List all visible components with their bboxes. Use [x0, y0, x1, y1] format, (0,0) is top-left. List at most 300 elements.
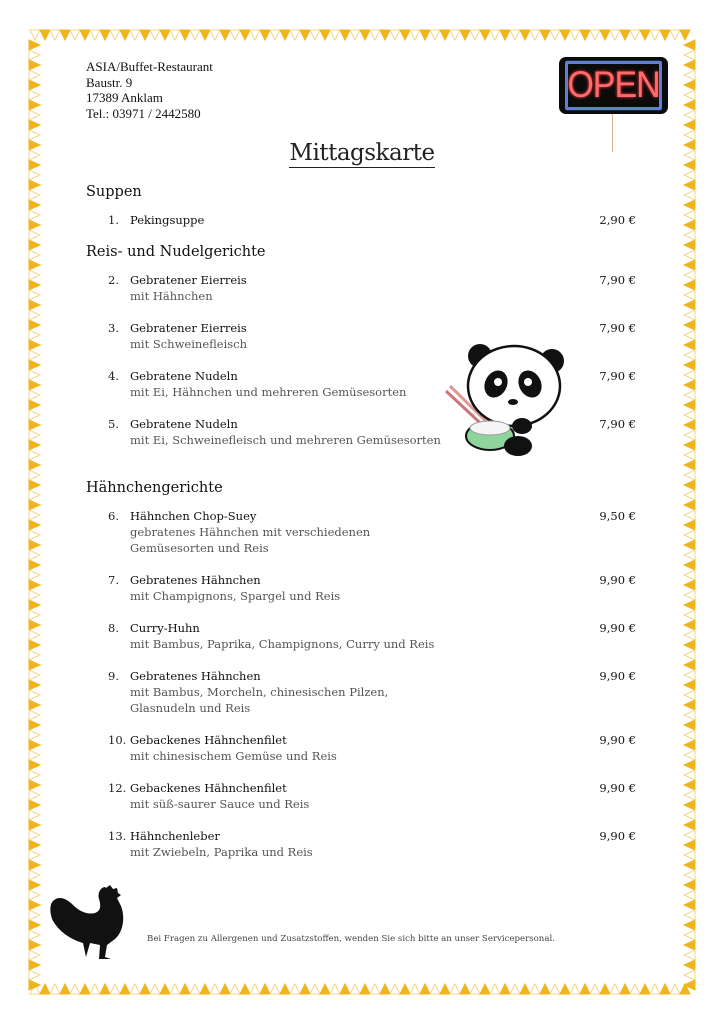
border-triangle [30, 30, 40, 40]
border-triangle [684, 460, 695, 470]
border-triangle [530, 30, 540, 40]
border-triangle [684, 350, 695, 360]
border-triangle [310, 984, 320, 994]
border-triangle [150, 984, 160, 994]
border-triangle [29, 510, 40, 520]
item-description: mit Ei, Hähnchen und mehreren Gemüsesorten [130, 385, 407, 399]
border-triangle [29, 910, 40, 920]
border-triangle [684, 180, 695, 190]
border-triangle [29, 580, 40, 590]
border-triangle [29, 130, 40, 140]
border-triangle [410, 984, 420, 994]
border-triangle [684, 490, 695, 500]
item-number: 9. [108, 669, 119, 683]
border-triangle [684, 130, 695, 140]
menu-section [86, 184, 638, 228]
item-description: mit Bambus, Morcheln, chinesischen Pilzen, [130, 685, 389, 699]
border-triangle [260, 984, 270, 994]
border-triangle [550, 30, 560, 40]
border-triangle [684, 680, 695, 690]
border-triangle [210, 984, 220, 994]
border-triangle [29, 90, 40, 100]
item-price: 9,90 € [599, 573, 636, 587]
border-triangle [684, 90, 695, 100]
border-triangle [29, 700, 40, 710]
border-triangle [29, 420, 40, 430]
item-price: 7,90 € [599, 417, 636, 431]
border-triangle [570, 30, 580, 40]
item-price: 2,90 € [599, 213, 636, 227]
border-triangle [29, 400, 40, 410]
border-triangle [29, 880, 40, 890]
border-triangle [684, 50, 695, 60]
item-name: Gebratenes Hähnchen [130, 669, 261, 683]
border-triangle [684, 630, 695, 640]
border-triangle [350, 30, 360, 40]
open-sign-image [559, 57, 668, 114]
item-description: mit Zwiebeln, Paprika und Reis [130, 845, 313, 859]
border-triangle [300, 984, 310, 994]
item-name: Gebackenes Hähnchenfilet [130, 781, 287, 795]
border-triangle [29, 470, 40, 480]
border-triangle [680, 30, 690, 40]
item-number: 10. [108, 733, 127, 747]
border-triangle [400, 984, 410, 994]
border-triangle [620, 30, 630, 40]
open-sign-text: OPEN [565, 61, 662, 111]
border-triangle [130, 984, 140, 994]
border-triangle [684, 950, 695, 960]
menu-item [86, 668, 638, 716]
border-triangle [310, 30, 320, 40]
border-triangle [684, 940, 695, 950]
border-triangle [29, 530, 40, 540]
border-triangle [684, 430, 695, 440]
border-triangle [470, 30, 480, 40]
border-triangle [150, 30, 160, 40]
border-triangle [230, 984, 240, 994]
border-triangle [380, 984, 390, 994]
city: 17389 Anklam [86, 90, 163, 105]
rooster-image [44, 884, 126, 960]
item-number: 3. [108, 321, 119, 335]
border-triangle [340, 984, 350, 994]
border-triangle [530, 984, 540, 994]
border-triangle [29, 540, 40, 550]
border-triangle [684, 170, 695, 180]
border-triangle [29, 500, 40, 510]
border-triangle [500, 984, 510, 994]
border-triangle [29, 610, 40, 620]
item-description: mit Hähnchen [130, 289, 213, 303]
item-description: mit chinesischem Gemüse und Reis [130, 749, 337, 763]
border-triangle [29, 450, 40, 460]
border-triangle [29, 750, 40, 760]
border-triangle [29, 380, 40, 390]
border-triangle [280, 30, 290, 40]
restaurant-address [86, 59, 213, 121]
border-triangle [29, 850, 40, 860]
border-triangle [684, 400, 695, 410]
border-triangle [684, 380, 695, 390]
border-triangle [520, 984, 530, 994]
border-triangle [360, 30, 370, 40]
border-triangle [240, 984, 250, 994]
border-triangle [684, 610, 695, 620]
section-title: Reis- und Nudelgerichte [86, 244, 266, 260]
menu-item [86, 572, 638, 604]
border-triangle [510, 30, 520, 40]
border-triangle [29, 270, 40, 280]
item-name: Gebackenes Hähnchenfilet [130, 733, 287, 747]
border-triangle [40, 984, 50, 994]
border-triangle [640, 984, 650, 994]
border-triangle [560, 30, 570, 40]
border-triangle [29, 430, 40, 440]
border-triangle [29, 690, 40, 700]
border-triangle [684, 60, 695, 70]
border-triangle [550, 984, 560, 994]
border-triangle [540, 984, 550, 994]
item-name: Hähnchen Chop-Suey [130, 509, 257, 523]
allergen-note: Bei Fragen zu Allergenen und Zusatzstoffen, wenden Sie sich bitte an unser Servicepersonal. [147, 934, 555, 944]
border-triangle [684, 420, 695, 430]
item-price: 7,90 € [599, 321, 636, 335]
border-triangle [130, 30, 140, 40]
border-triangle [29, 170, 40, 180]
border-triangle [684, 330, 695, 340]
item-description: Glasnudeln und Reis [130, 701, 251, 715]
border-triangle [590, 984, 600, 994]
border-triangle [330, 984, 340, 994]
border-triangle [650, 30, 660, 40]
border-triangle [80, 984, 90, 994]
border-triangle [29, 810, 40, 820]
restaurant-name: ASIA/Buffet-Restaurant [86, 59, 213, 74]
menu-item [86, 732, 638, 764]
border-triangle [370, 984, 380, 994]
border-triangle [29, 490, 40, 500]
border-triangle [500, 30, 510, 40]
border-triangle [684, 260, 695, 270]
border-triangle [684, 860, 695, 870]
item-number: 12. [108, 781, 127, 795]
border-triangle [29, 980, 40, 990]
border-triangle [29, 680, 40, 690]
border-triangle [684, 290, 695, 300]
border-triangle [320, 984, 330, 994]
border-triangle [684, 590, 695, 600]
border-triangle [410, 30, 420, 40]
border-triangle [684, 560, 695, 570]
border-triangle [684, 210, 695, 220]
border-triangle [684, 310, 695, 320]
border-triangle [660, 30, 670, 40]
border-triangle [190, 984, 200, 994]
border-triangle [684, 810, 695, 820]
border-triangle [684, 790, 695, 800]
border-triangle [684, 800, 695, 810]
item-price: 9,90 € [599, 733, 636, 747]
border-triangle [29, 80, 40, 90]
border-triangle [110, 30, 120, 40]
item-name: Curry-Huhn [130, 621, 200, 635]
border-triangle [220, 30, 230, 40]
phone: Tel.: 03971 / 2442580 [86, 105, 201, 121]
border-triangle [610, 984, 620, 994]
border-triangle [480, 30, 490, 40]
border-triangle [684, 690, 695, 700]
border-triangle [684, 40, 695, 50]
item-price: 7,90 € [599, 273, 636, 287]
border-triangle [684, 970, 695, 980]
border-triangle [29, 660, 40, 670]
border-triangle [29, 760, 40, 770]
border-triangle [29, 620, 40, 630]
border-triangle [684, 540, 695, 550]
border-triangle [684, 820, 695, 830]
border-triangle [190, 30, 200, 40]
border-triangle [230, 30, 240, 40]
border-triangle [684, 710, 695, 720]
border-triangle [320, 30, 330, 40]
border-triangle [250, 984, 260, 994]
border-triangle [29, 320, 40, 330]
border-triangle [684, 230, 695, 240]
border-triangle [29, 40, 40, 50]
item-description: mit Bambus, Paprika, Champignons, Curry und Reis [130, 637, 435, 651]
border-triangle [580, 30, 590, 40]
border-triangle [400, 30, 410, 40]
border-triangle [340, 30, 350, 40]
item-number: 5. [108, 417, 119, 431]
item-name: Gebratenes Hähnchen [130, 573, 261, 587]
item-number: 6. [108, 509, 119, 523]
border-triangle [29, 260, 40, 270]
border-triangle [29, 740, 40, 750]
border-triangle [40, 30, 50, 40]
border-triangle [450, 984, 460, 994]
border-triangle [684, 920, 695, 930]
border-triangle [684, 700, 695, 710]
border-triangle [590, 30, 600, 40]
border-triangle [490, 30, 500, 40]
item-price: 9,90 € [599, 669, 636, 683]
item-price: 9,90 € [599, 829, 636, 843]
border-triangle [29, 440, 40, 450]
border-triangle [684, 960, 695, 970]
border-triangle [29, 560, 40, 570]
border-triangle [29, 550, 40, 560]
border-triangle [684, 340, 695, 350]
item-name: Gebratener Eierreis [130, 273, 247, 287]
border-triangle [684, 370, 695, 380]
border-triangle [430, 984, 440, 994]
border-triangle [440, 30, 450, 40]
border-triangle [490, 984, 500, 994]
border-triangle [650, 984, 660, 994]
border-triangle [29, 590, 40, 600]
border-triangle [684, 930, 695, 940]
border-triangle [600, 30, 610, 40]
border-triangle [684, 660, 695, 670]
border-triangle [70, 30, 80, 40]
border-triangle [620, 984, 630, 994]
border-triangle [480, 984, 490, 994]
border-triangle [684, 550, 695, 560]
border-triangle [100, 984, 110, 994]
border-triangle [29, 350, 40, 360]
border-triangle [684, 500, 695, 510]
border-triangle [670, 30, 680, 40]
border-triangle [120, 30, 130, 40]
border-triangle [90, 30, 100, 40]
border-triangle [29, 830, 40, 840]
border-triangle [290, 984, 300, 994]
border-triangle [29, 60, 40, 70]
border-triangle [560, 984, 570, 994]
border-triangle [540, 30, 550, 40]
border-triangle [29, 410, 40, 420]
border-triangle [684, 280, 695, 290]
border-triangle [260, 30, 270, 40]
border-triangle [684, 250, 695, 260]
item-name: Pekingsuppe [130, 213, 205, 227]
border-triangle [684, 760, 695, 770]
border-triangle [29, 670, 40, 680]
border-triangle [684, 470, 695, 480]
border-triangle [29, 940, 40, 950]
border-triangle [180, 30, 190, 40]
border-triangle [29, 860, 40, 870]
menu-item [86, 212, 638, 228]
border-triangle [180, 984, 190, 994]
border-triangle [29, 520, 40, 530]
border-triangle [240, 30, 250, 40]
item-description: gebratenes Hähnchen mit verschiedenen [130, 525, 371, 539]
border-triangle [120, 984, 130, 994]
menu-item [86, 272, 638, 304]
item-name: Gebratene Nudeln [130, 369, 238, 383]
border-triangle [29, 930, 40, 940]
border-triangle [684, 840, 695, 850]
border-triangle [60, 984, 70, 994]
menu-item [86, 828, 638, 860]
item-description: mit Ei, Schweinefleisch und mehreren Gemüsesorten [130, 433, 441, 447]
border-triangle [29, 630, 40, 640]
border-triangle [29, 330, 40, 340]
item-price: 9,90 € [599, 621, 636, 635]
border-triangle [270, 30, 280, 40]
item-description: mit süß-saurer Sauce und Reis [130, 797, 310, 811]
border-triangle [684, 520, 695, 530]
border-triangle [29, 190, 40, 200]
border-triangle [684, 650, 695, 660]
border-triangle [200, 30, 210, 40]
border-triangle [300, 30, 310, 40]
border-triangle [29, 340, 40, 350]
border-triangle [684, 900, 695, 910]
street: Baustr. 9 [86, 74, 133, 90]
border-triangle [29, 780, 40, 790]
item-description: mit Schweinefleisch [130, 337, 248, 351]
border-triangle [610, 30, 620, 40]
border-triangle [29, 650, 40, 660]
border-triangle [29, 790, 40, 800]
border-triangle [684, 890, 695, 900]
border-triangle [684, 320, 695, 330]
border-triangle [29, 310, 40, 320]
border-triangle [140, 30, 150, 40]
border-triangle [430, 30, 440, 40]
border-triangle [220, 984, 230, 994]
border-triangle [29, 570, 40, 580]
border-triangle [50, 30, 60, 40]
border-triangle [170, 30, 180, 40]
border-triangle [580, 984, 590, 994]
border-triangle [160, 984, 170, 994]
border-triangle [29, 370, 40, 380]
border-triangle [684, 720, 695, 730]
border-triangle [29, 100, 40, 110]
border-triangle [29, 960, 40, 970]
border-triangle [29, 250, 40, 260]
item-number: 1. [108, 213, 119, 227]
item-number: 7. [108, 573, 119, 587]
page-title: Mittagskarte [289, 140, 435, 166]
border-triangle [684, 910, 695, 920]
border-triangle [684, 830, 695, 840]
border-triangle [684, 110, 695, 120]
item-number: 8. [108, 621, 119, 635]
menu-section [86, 480, 638, 860]
border-triangle [29, 70, 40, 80]
menu-list [86, 184, 638, 876]
border-triangle [29, 800, 40, 810]
menu-item [86, 508, 638, 556]
border-triangle [29, 200, 40, 210]
border-triangle [50, 984, 60, 994]
border-triangle [29, 950, 40, 960]
border-triangle [140, 984, 150, 994]
border-triangle [684, 670, 695, 680]
border-triangle [29, 50, 40, 60]
border-triangle [570, 984, 580, 994]
panda-image [442, 336, 568, 462]
border-triangle [29, 220, 40, 230]
border-triangle [420, 30, 430, 40]
border-triangle [90, 984, 100, 994]
border-triangle [29, 390, 40, 400]
border-triangle [29, 640, 40, 650]
border-triangle [684, 440, 695, 450]
border-triangle [684, 480, 695, 490]
item-name: Gebratene Nudeln [130, 417, 238, 431]
border-triangle [29, 730, 40, 740]
border-triangle [684, 770, 695, 780]
border-triangle [520, 30, 530, 40]
border-triangle [29, 920, 40, 930]
border-triangle [684, 270, 695, 280]
border-triangle [670, 984, 680, 994]
border-triangle [684, 360, 695, 370]
border-triangle [29, 230, 40, 240]
item-number: 13. [108, 829, 127, 843]
border-triangle [630, 984, 640, 994]
border-triangle [600, 984, 610, 994]
border-triangle [29, 480, 40, 490]
border-triangle [60, 30, 70, 40]
